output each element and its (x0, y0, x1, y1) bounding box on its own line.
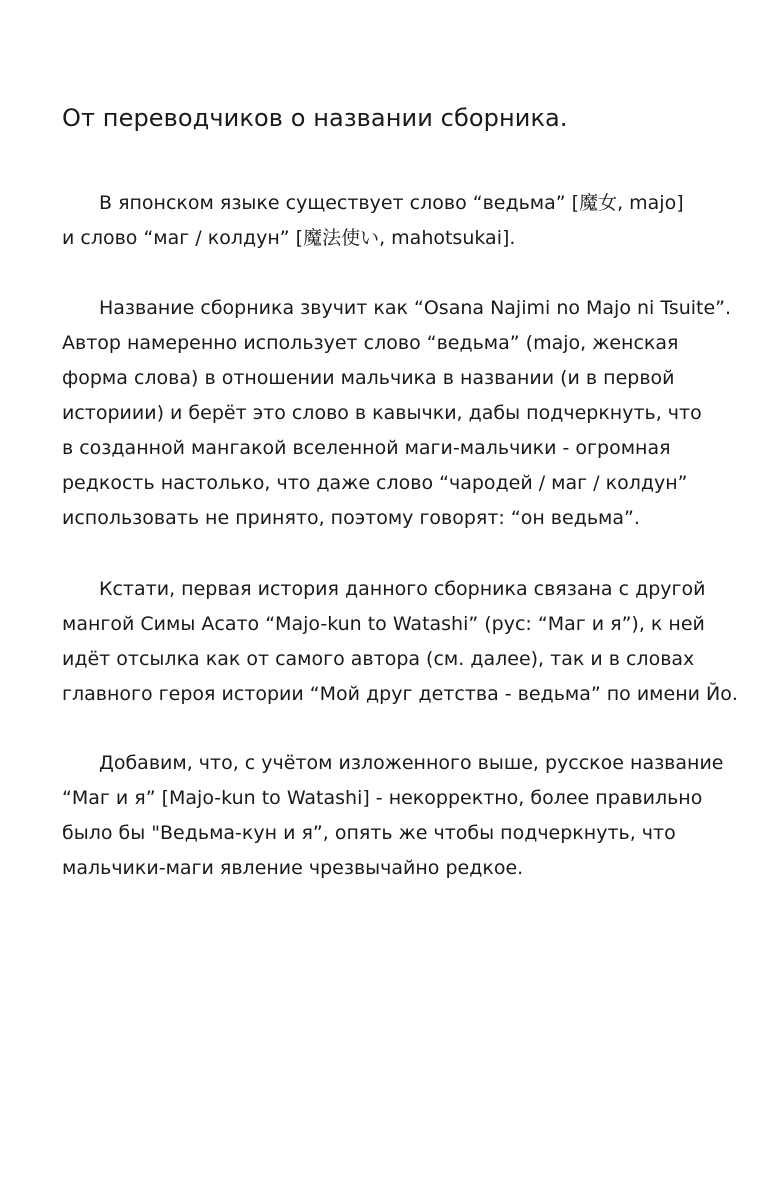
paragraph-japanese-words (62, 186, 684, 256)
paragraph-line: в созданной мангакой вселенной маги-мальчики - огромная (62, 437, 671, 459)
paragraph-russian-title (62, 746, 724, 886)
paragraph-line: Кстати, первая история данного сборника связана с другой (99, 578, 706, 600)
paragraph-line: “Маг и я” [Majo-kun to Watashi] - некорректно, более правильно (62, 787, 703, 809)
paragraph-collection-title (62, 291, 731, 536)
page-title: От переводчиков о названии сборника. (62, 104, 568, 132)
paragraph-line: форма слова) в отношении мальчика в названии (и в первой (62, 367, 675, 389)
paragraph-line: мальчики-маги явление чрезвычайно редкое. (62, 857, 524, 879)
paragraph-line: было бы "Ведьма-кун и я”, опять же чтобы подчеркнуть, что (62, 822, 676, 844)
paragraph-line: мангой Симы Асато “Majo-kun to Watashi” (рус: “Маг и я”), к ней (62, 613, 705, 635)
paragraph-line: и слово “маг / колдун” [魔法使い, mahotsukai]. (62, 227, 516, 249)
paragraph-line: историии) и берёт это слово в кавычки, дабы подчеркнуть, что (62, 402, 702, 424)
paragraph-line: редкость настолько, что даже слово “чародей / маг / колдун” (62, 472, 688, 494)
paragraph-line: главного героя истории “Мой друг детства - ведьма” по имени Йо. (62, 683, 738, 705)
paragraph-line: Добавим, что, с учётом изложенного выше, русское название (99, 752, 724, 774)
paragraph-line: Автор намеренно использует слово “ведьма” (majo, женская (62, 332, 679, 354)
paragraph-first-story (62, 572, 738, 712)
paragraph-line: использовать не принято, поэтому говорят: “он ведьма”. (62, 507, 640, 529)
paragraph-line: Название сборника звучит как “Osana Najimi no Majo ni Tsuite”. (99, 297, 732, 319)
paragraph-line: В японском языке существует слово “ведьма” [魔女, majo] (99, 192, 684, 214)
paragraph-line: идёт отсылка как от самого автора (см. далее), так и в словах (62, 648, 695, 670)
